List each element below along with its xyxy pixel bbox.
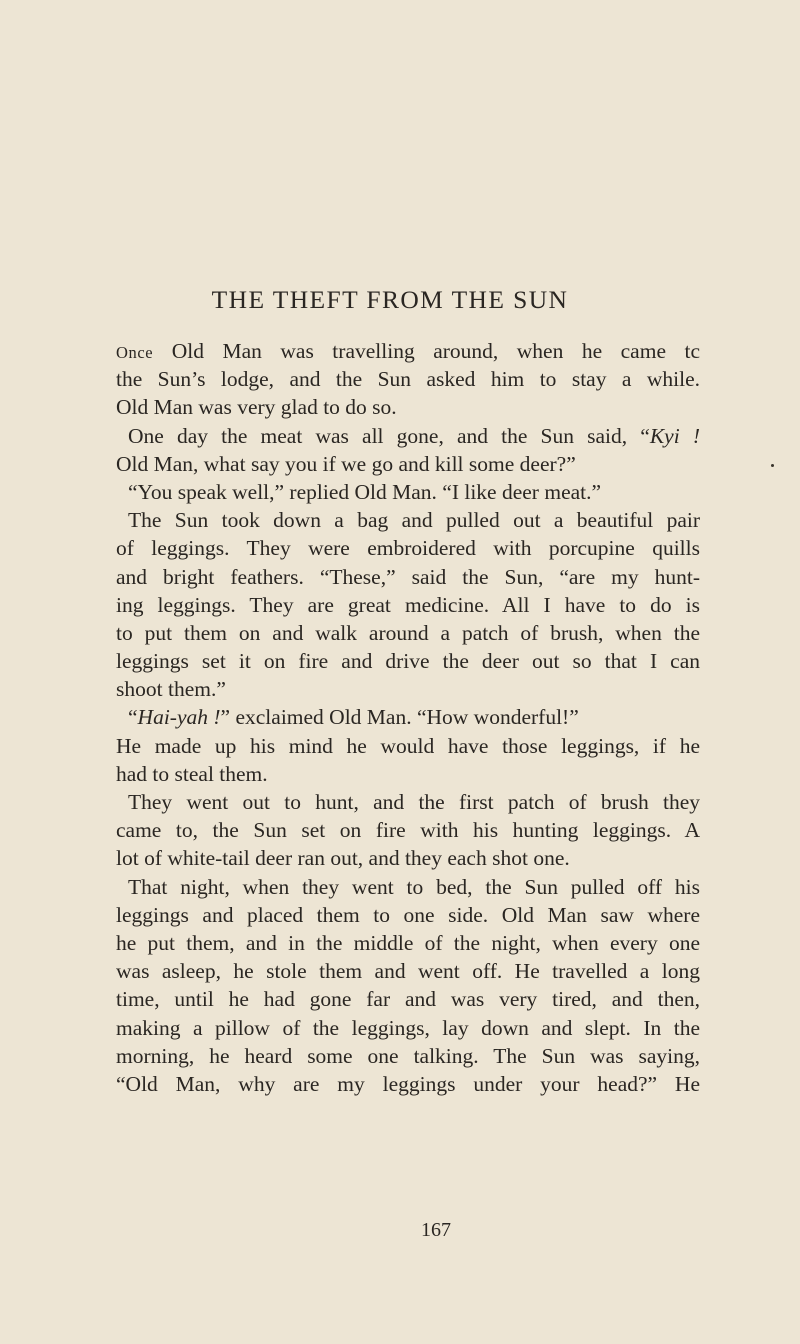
text-line: He made up his mind he would have those leggings, if he — [116, 733, 700, 758]
body-text — [116, 337, 700, 1098]
text-line: They went out to hunt, and the first patch of brush they — [128, 790, 700, 814]
text-line: ing leggings. They are great medicine. All I have to do is — [116, 592, 700, 617]
text-line: That night, when they went to bed, the Sun pulled off his — [128, 874, 700, 899]
text-line: “You speak well,” replied Old Man. “I like deer meat.” — [128, 479, 602, 504]
text-line: Once Old Man was travelling around, when he came tc — [116, 339, 700, 363]
italic-word: Kyi ! — [649, 423, 700, 448]
text-line: Old Man was very glad to do so. — [116, 395, 397, 420]
text-line: leggings and placed them to one side. Old Man saw where — [116, 902, 700, 927]
text-line: came to, the Sun set on fire with his hunting leggings. A — [116, 818, 700, 843]
text-line: was asleep, he stole them and went off. He travelled a long — [116, 959, 700, 984]
text-line: of leggings. They were embroidered with porcupine quills — [116, 536, 700, 561]
text-line: lot of white-tail deer ran out, and they each shot one. — [116, 846, 570, 871]
text-line: time, until he had gone far and was very tired, and then, — [116, 987, 700, 1012]
small-caps-word: Once — [116, 343, 154, 362]
text-line: making a pillow of the leggings, lay down and slept. In the — [116, 1015, 700, 1040]
text-line: shoot them.” — [116, 677, 226, 702]
text-line: leggings set it on fire and drive the deer out so that I can — [116, 649, 700, 674]
italic-word: Hai-yah ! — [137, 705, 221, 730]
text-line: “Old Man, why are my leggings under your head?” He — [116, 1071, 700, 1096]
text-line: One day the meat was all gone, and the Sun said, “Kyi ! — [128, 423, 700, 448]
text-line: and bright feathers. “These,” said the Sun, “are my hunt- — [116, 564, 700, 589]
text-line: “Hai-yah !” exclaimed Old Man. “How wonderful!” — [128, 705, 579, 730]
text-line: The Sun took down a bag and pulled out a beautiful pair — [128, 508, 700, 533]
text-line: had to steal them. — [116, 761, 268, 786]
text-line: he put them, and in the middle of the night, when every one — [116, 930, 700, 955]
chapter-title: THE THEFT FROM THE SUN — [211, 285, 569, 314]
text-line: to put them on and walk around a patch of brush, when the — [116, 620, 700, 645]
text-line: Old Man, what say you if we go and kill some deer?” — [116, 451, 576, 476]
margin-speck — [771, 464, 774, 467]
text-line: morning, he heard some one talking. The Sun was saying, — [116, 1043, 700, 1068]
page-number: 167 — [421, 1219, 451, 1241]
text-line: the Sun’s lodge, and the Sun asked him to stay a while. — [116, 367, 700, 392]
